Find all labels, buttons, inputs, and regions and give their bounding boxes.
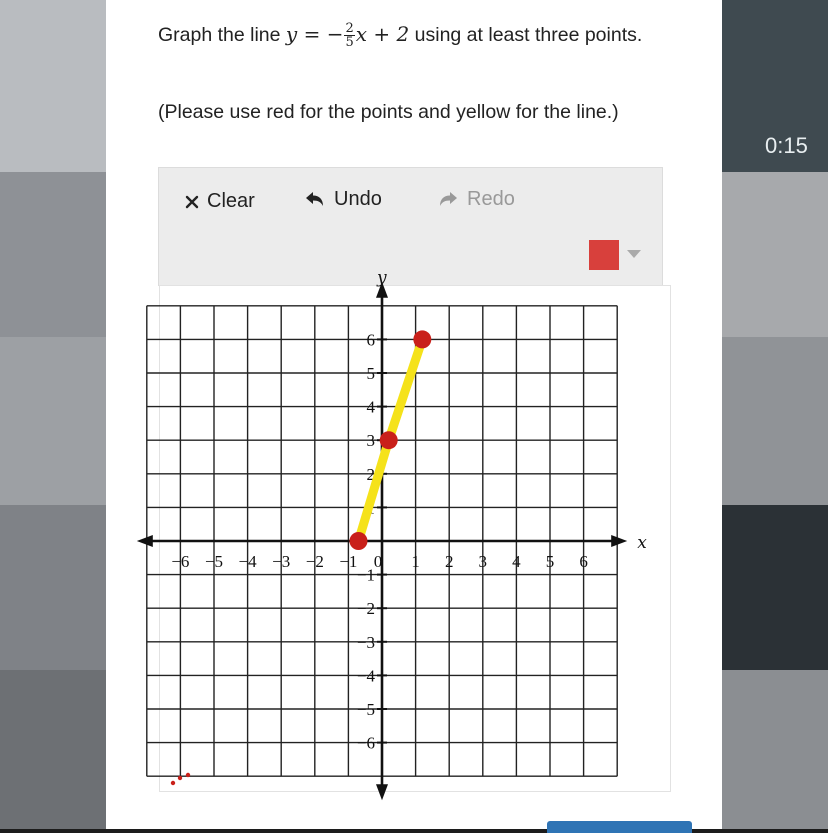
stray-dot: [178, 776, 182, 780]
undo-label: Undo: [334, 188, 382, 210]
x-tick-label: 1: [411, 552, 420, 571]
x-tick-label: 4: [512, 552, 521, 571]
background-tile: [0, 172, 108, 337]
y-tick-label: 3: [366, 431, 375, 451]
fraction-denominator: 5: [345, 35, 354, 50]
undo-arrow-icon: [304, 191, 326, 209]
x-tick-label: −1: [339, 552, 358, 571]
chevron-down-icon[interactable]: [627, 250, 641, 258]
clear-label: Clear: [207, 190, 255, 212]
video-timer: 0:15: [765, 133, 808, 158]
fraction: [344, 22, 354, 49]
x-tick-label: 0: [373, 552, 383, 571]
x-tick-label: 3: [478, 552, 488, 571]
background-tile: [0, 0, 108, 172]
x-tick-label: 2: [444, 552, 454, 571]
background-tile: [0, 670, 118, 829]
stray-dot: [171, 781, 175, 785]
coordinate-grid: [160, 267, 670, 791]
x-axis-arrow-left: [137, 535, 153, 547]
background-tile: [0, 337, 108, 505]
y-tick-label: −4: [356, 666, 375, 686]
drawing-canvas[interactable]: [159, 267, 671, 792]
y-tick-label: 1: [366, 498, 375, 518]
y-tick-label: 2: [366, 464, 375, 484]
equation-suffix: x + 2: [355, 22, 410, 46]
question-prompt: [158, 18, 678, 51]
background-tile: [710, 505, 828, 670]
y-tick-label: −3: [356, 632, 375, 652]
x-tick-label: −6: [171, 552, 190, 571]
redo-arrow-icon: [437, 191, 459, 209]
close-icon: [185, 195, 199, 209]
submit-button[interactable]: [547, 821, 692, 833]
y-axis-label: y: [377, 267, 387, 288]
background-tile: [710, 337, 828, 505]
y-tick-label: −6: [356, 733, 375, 753]
equation-prefix: y = −: [285, 22, 344, 46]
y-tick-label: 5: [366, 364, 375, 383]
drawn-point: [413, 330, 431, 348]
stray-dot: [186, 773, 190, 777]
question-card: [106, 0, 722, 829]
background-tile: [710, 172, 828, 337]
x-tick-label: 5: [545, 552, 555, 571]
x-tick-label: −5: [204, 552, 224, 571]
x-tick-label: −4: [238, 552, 257, 571]
clear-button[interactable]: [185, 190, 255, 213]
prompt-text-before: Graph the line: [158, 24, 281, 46]
x-axis-label: x: [637, 533, 647, 553]
x-tick-label: −2: [305, 552, 324, 571]
y-tick-label: 4: [366, 397, 375, 417]
equation: [285, 21, 410, 50]
y-tick-label: 6: [366, 330, 375, 350]
prompt-text-after: using at least three points.: [414, 24, 643, 46]
background-tile: [0, 505, 108, 670]
fraction-numerator: 2: [345, 21, 354, 36]
undo-button[interactable]: [304, 188, 382, 211]
redo-label: Redo: [467, 188, 515, 210]
x-axis-arrow-right: [611, 535, 627, 547]
drawing-toolbar: [158, 167, 663, 286]
drawn-point: [349, 532, 367, 550]
y-tick-label: −1: [356, 565, 375, 585]
redo-button[interactable]: [437, 188, 515, 211]
instruction-note: (Please use red for the points and yellow for the line.): [158, 101, 619, 123]
y-tick-label: −2: [356, 599, 375, 619]
x-tick-label: 6: [579, 552, 588, 571]
y-tick-label: −5: [356, 700, 375, 719]
background-tile: [710, 670, 828, 829]
drawn-point: [380, 431, 398, 449]
color-swatch[interactable]: [589, 240, 619, 270]
y-axis-arrow-down: [376, 784, 388, 800]
x-tick-label: −3: [272, 552, 291, 571]
